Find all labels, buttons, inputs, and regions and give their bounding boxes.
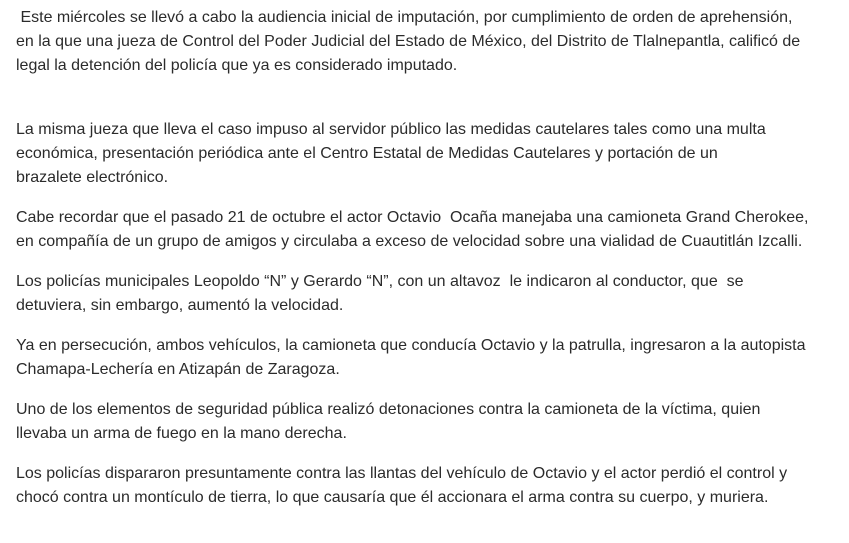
article-paragraph-3 xyxy=(16,206,842,254)
article-paragraph-2 xyxy=(16,118,842,190)
paragraph-line: llevaba un arma de fuego en la mano derecha. xyxy=(16,425,347,442)
article-body xyxy=(16,6,842,510)
paragraph-line: Los policías dispararon presuntamente contra las llantas del vehículo de Octavio y el actor perdió el control y xyxy=(16,465,788,482)
paragraph-line: Este miércoles se llevó a cabo la audiencia inicial de imputación, por cumplimiento de orden de aprehensión, xyxy=(16,9,793,26)
paragraph-line: económica, presentación periódica ante el Centro Estatal de Medidas Cautelares y portación de un xyxy=(16,145,718,162)
article-paragraph-6 xyxy=(16,398,842,446)
paragraph-line: legal la detención del policía que ya es considerado imputado. xyxy=(16,57,458,74)
paragraph-line: Uno de los elementos de seguridad pública realizó detonaciones contra la camioneta de la víctima, quien xyxy=(16,401,761,418)
paragraph-line: en la que una jueza de Control del Poder Judicial del Estado de México, del Distrito de Tlalnepantla, calificó de xyxy=(16,33,801,50)
paragraph-line: La misma jueza que lleva el caso impuso al servidor público las medidas cautelares tales como una multa xyxy=(16,121,766,138)
paragraph-line: Los policías municipales Leopoldo “N” y Gerardo “N”, con un altavoz le indicaron al conductor, que se xyxy=(16,273,744,290)
article-paragraph-4 xyxy=(16,270,842,318)
paragraph-line: Cabe recordar que el pasado 21 de octubre el actor Octavio Ocaña manejaba una camioneta Grand Cherokee, xyxy=(16,209,809,226)
paragraph-line: en compañía de un grupo de amigos y circulaba a exceso de velocidad sobre una vialidad de Cuautitlán Izcalli. xyxy=(16,233,803,250)
paragraph-line: Ya en persecución, ambos vehículos, la camioneta que conducía Octavio y la patrulla, ingresaron a la autopista xyxy=(16,337,806,354)
article-paragraph-5 xyxy=(16,334,842,382)
article-paragraph-1 xyxy=(16,6,842,78)
paragraph-line: detuviera, sin embargo, aumentó la velocidad. xyxy=(16,297,344,314)
paragraph-line: Chamapa-Lechería en Atizapán de Zaragoza. xyxy=(16,361,340,378)
article-paragraph-7 xyxy=(16,462,842,510)
paragraph-line: brazalete electrónico. xyxy=(16,169,169,186)
paragraph-line: chocó contra un montículo de tierra, lo que causaría que él accionara el arma contra su cuerpo, y muriera. xyxy=(16,489,769,506)
